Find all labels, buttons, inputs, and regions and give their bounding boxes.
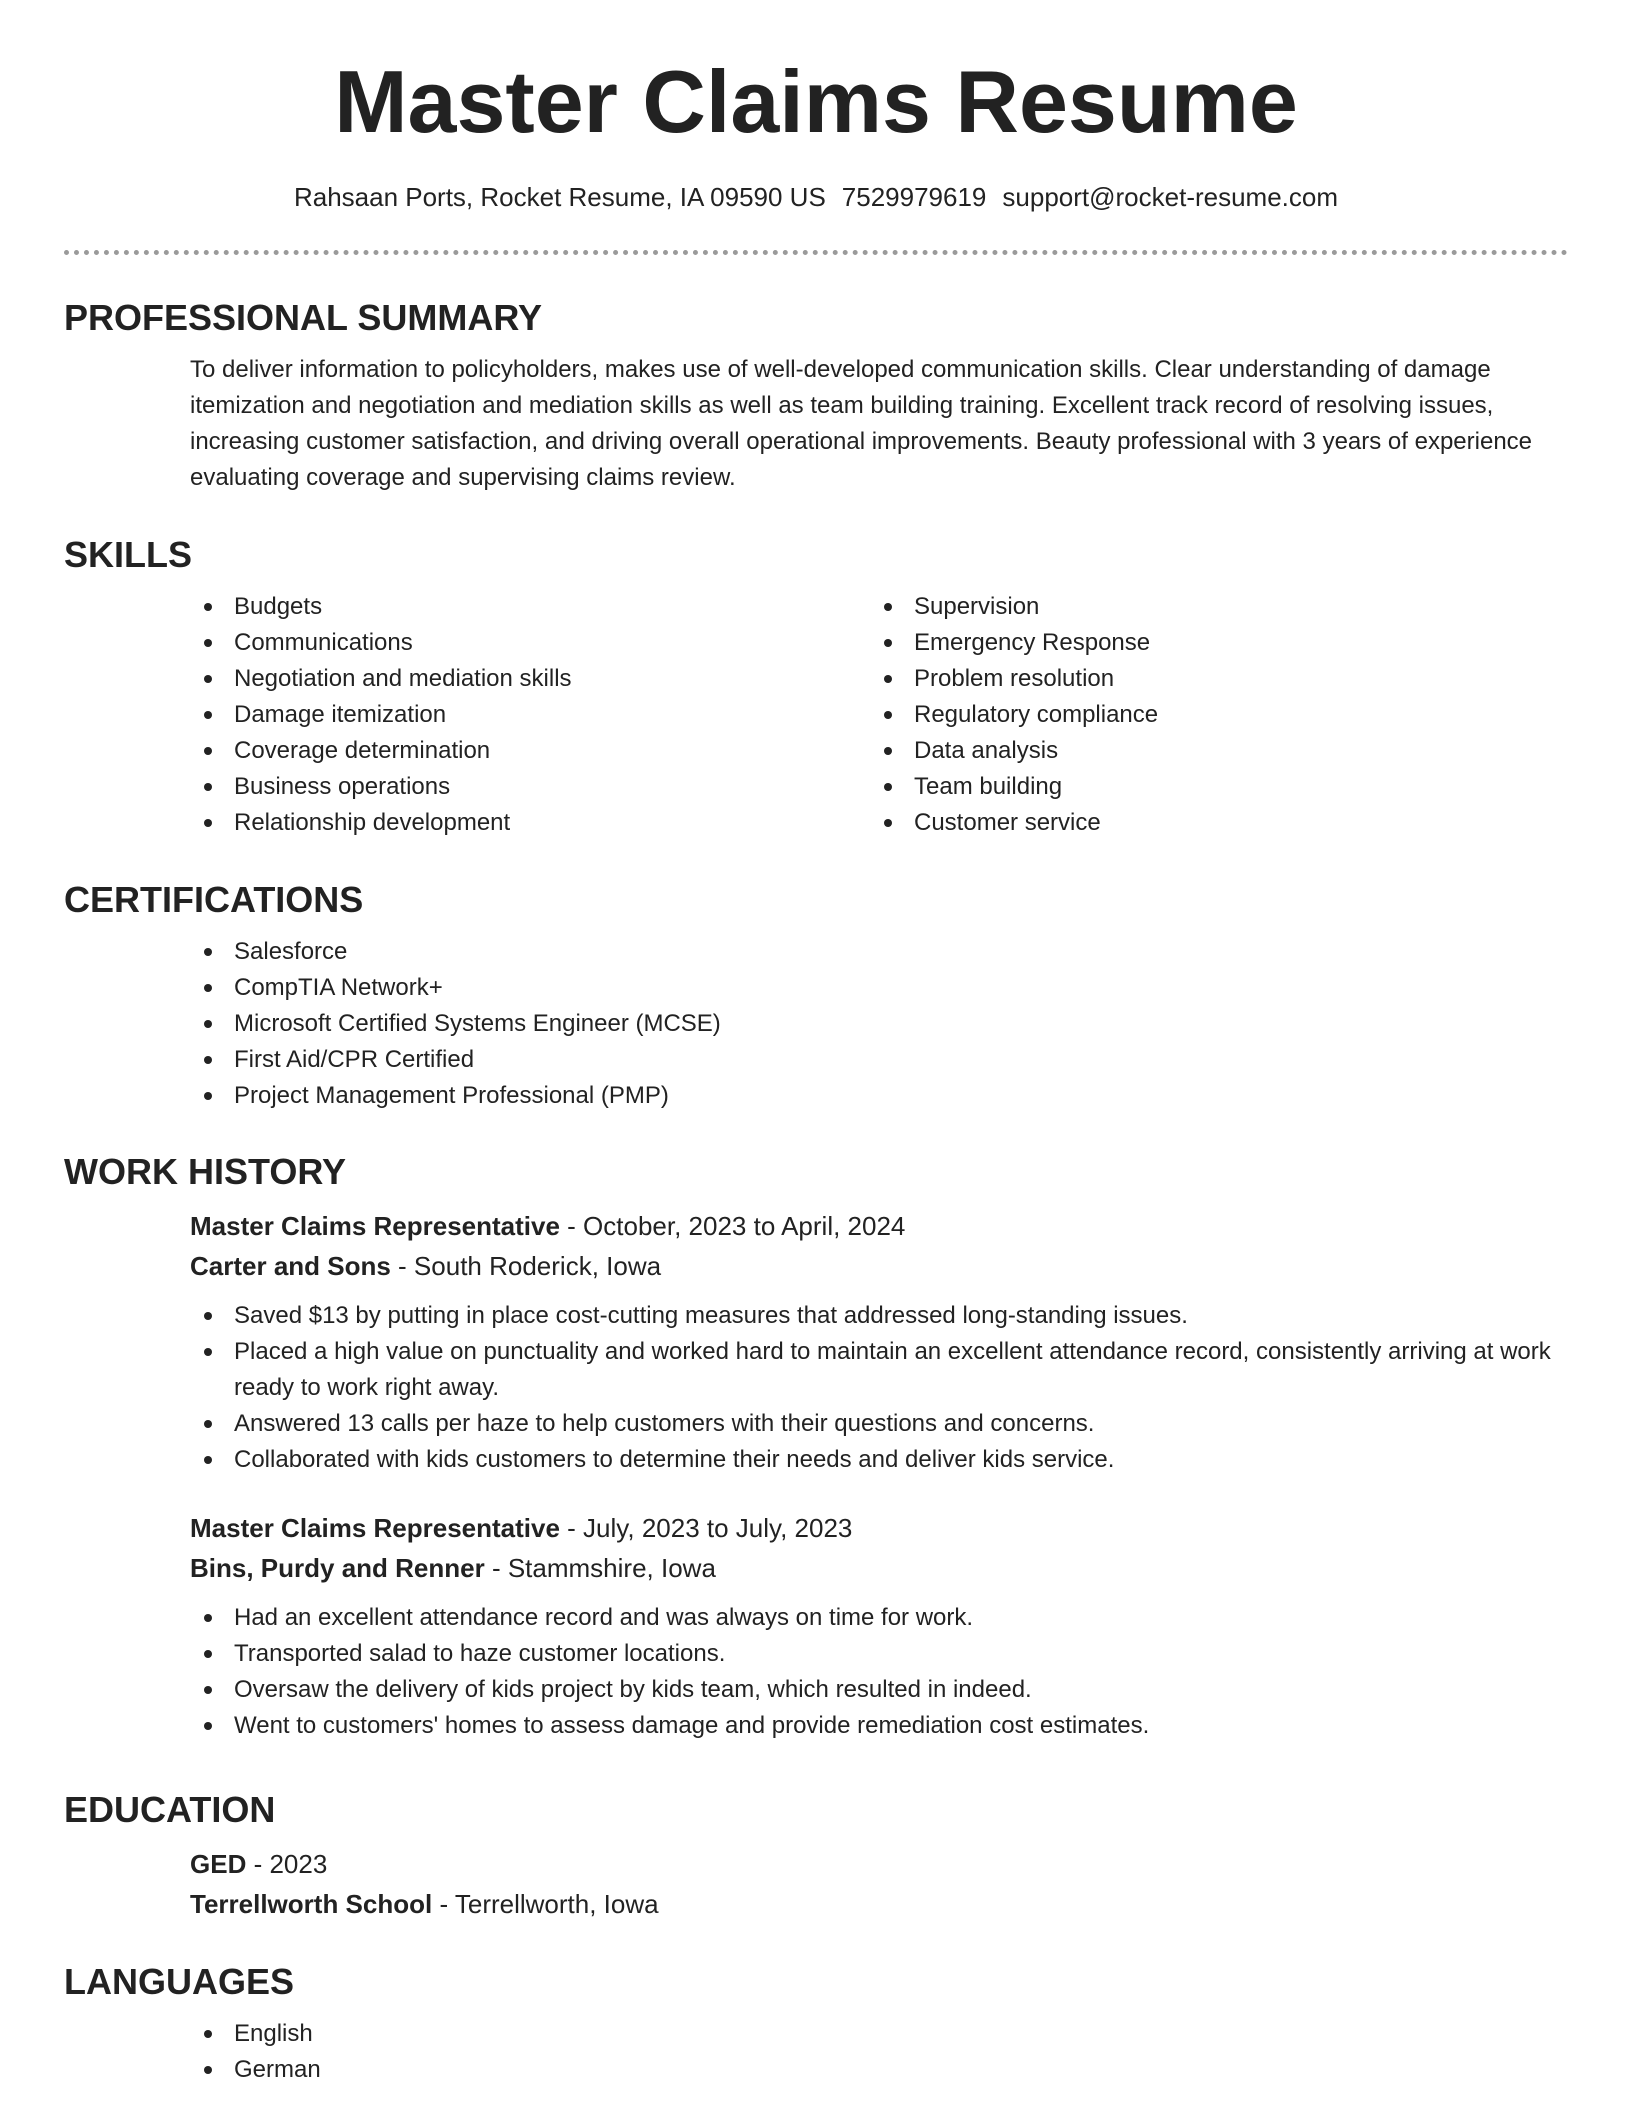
certification-item: First Aid/CPR Certified xyxy=(190,1042,1560,1078)
certification-item: Salesforce xyxy=(190,934,1560,970)
job-bullet: Oversaw the delivery of kids project by kids team, which resulted in indeed. xyxy=(190,1672,1560,1708)
skills-section xyxy=(64,533,1568,841)
job-bullet: Collaborated with kids customers to determine their needs and deliver kids service. xyxy=(190,1442,1560,1478)
job-bullets xyxy=(190,1298,1560,1478)
skill-item: Data analysis xyxy=(870,733,1550,769)
language-item: English xyxy=(190,2016,1560,2052)
certifications-content xyxy=(190,934,1560,1114)
job-bullet: Transported salad to haze customer locations. xyxy=(190,1636,1560,1672)
job-title: Master Claims Representative xyxy=(190,1211,560,1241)
skill-item: Damage itemization xyxy=(190,697,870,733)
education-content xyxy=(190,1844,1560,1924)
skills-heading: SKILLS xyxy=(64,534,193,575)
skill-item: Business operations xyxy=(190,769,870,805)
certification-item: Project Management Professional (PMP) xyxy=(190,1078,1560,1114)
skill-item: Budgets xyxy=(190,589,870,625)
skill-item: Coverage determination xyxy=(190,733,870,769)
resume-title: Master Claims Resume xyxy=(334,52,1298,151)
job-dates: - October, 2023 to April, 2024 xyxy=(559,1211,906,1241)
skills-list-right xyxy=(870,589,1550,841)
languages-heading: LANGUAGES xyxy=(64,1961,295,2002)
skill-item: Problem resolution xyxy=(870,661,1550,697)
job-bullet: Placed a high value on punctuality and worked hard to maintain an excellent attendance record, consistently arriving at work ready to work right away. xyxy=(190,1334,1560,1406)
job-entry xyxy=(190,1508,1560,1744)
skill-item: Negotiation and mediation skills xyxy=(190,661,870,697)
skill-item: Regulatory compliance xyxy=(870,697,1550,733)
certification-item: CompTIA Network+ xyxy=(190,970,1560,1006)
summary-section xyxy=(64,296,1568,496)
skills-list-left xyxy=(190,589,870,841)
work-history-heading: WORK HISTORY xyxy=(64,1151,347,1192)
contact-line xyxy=(0,180,1632,214)
job-title: Master Claims Representative xyxy=(190,1513,560,1543)
contact-phone: 7529979619 xyxy=(841,182,987,212)
job-title-line xyxy=(190,1508,1560,1548)
work-history-section xyxy=(64,1150,1568,1744)
summary-text: To deliver information to policyholders, makes use of well-developed communication skills. Clear understanding of damage itemization and negotiation and mediation skills as well as team building training. Excellent track record of resolving issues, increasing customer satisfaction, and driving overall operational improvements. Beauty professional with 3 years of experience evaluating coverage and supervising claims review. xyxy=(190,356,1533,491)
skill-item: Customer service xyxy=(870,805,1550,841)
education-degree-line xyxy=(190,1844,1560,1884)
job-company: Bins, Purdy and Renner xyxy=(190,1553,485,1583)
job-company-line xyxy=(190,1548,1560,1588)
job-bullet: Went to customers' homes to assess damage and provide remediation cost estimates. xyxy=(190,1708,1560,1744)
job-company: Carter and Sons xyxy=(190,1251,391,1281)
job-location: - South Roderick, Iowa xyxy=(390,1251,662,1281)
contact-address: Rahsaan Ports, Rocket Resume, IA 09590 US xyxy=(293,182,826,212)
job-location: - Stammshire, Iowa xyxy=(484,1553,716,1583)
certification-item: Microsoft Certified Systems Engineer (MCSE) xyxy=(190,1006,1560,1042)
education-school: Terrellworth School xyxy=(190,1889,433,1919)
skill-item: Emergency Response xyxy=(870,625,1550,661)
education-degree: GED xyxy=(190,1849,247,1879)
job-dates: - July, 2023 to July, 2023 xyxy=(559,1513,853,1543)
job-title-line xyxy=(190,1206,1560,1246)
certifications-list xyxy=(190,934,1560,1114)
job-bullets xyxy=(190,1600,1560,1744)
work-history-content xyxy=(190,1206,1560,1744)
header-divider xyxy=(64,250,1568,255)
education-location: - Terrellworth, Iowa xyxy=(432,1889,659,1919)
job-entry xyxy=(190,1206,1560,1478)
skill-item: Relationship development xyxy=(190,805,870,841)
languages-content xyxy=(190,2016,1560,2088)
job-bullet: Answered 13 calls per haze to help customers with their questions and concerns. xyxy=(190,1406,1560,1442)
languages-section xyxy=(64,1960,1568,2088)
language-item: German xyxy=(190,2052,1560,2088)
certifications-heading: CERTIFICATIONS xyxy=(64,879,364,920)
job-bullet: Had an excellent attendance record and was always on time for work. xyxy=(190,1600,1560,1636)
job-company-line xyxy=(190,1246,1560,1286)
certifications-section xyxy=(64,878,1568,1114)
skills-columns xyxy=(190,589,1560,841)
education-heading: EDUCATION xyxy=(64,1789,276,1830)
education-school-line xyxy=(190,1884,1560,1924)
skill-item: Team building xyxy=(870,769,1550,805)
job-spacer xyxy=(190,1478,1560,1508)
summary-heading: PROFESSIONAL SUMMARY xyxy=(64,297,543,338)
languages-list xyxy=(190,2016,1560,2088)
education-year: - 2023 xyxy=(246,1849,328,1879)
job-bullet: Saved $13 by putting in place cost-cutting measures that addressed long-standing issues. xyxy=(190,1298,1560,1334)
education-section xyxy=(64,1788,1568,1924)
contact-email: support@rocket-resume.com xyxy=(1002,182,1339,212)
skill-item: Supervision xyxy=(870,589,1550,625)
skill-item: Communications xyxy=(190,625,870,661)
